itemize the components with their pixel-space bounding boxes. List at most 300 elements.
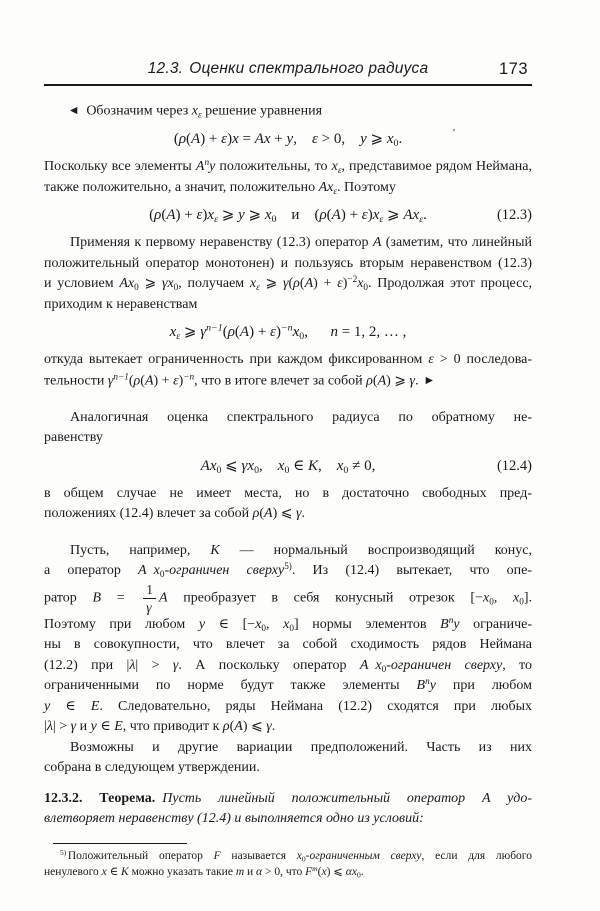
text-run: ρ [133, 373, 141, 388]
text-run: ( [317, 865, 322, 878]
text-run: ≠ 0, [348, 457, 376, 474]
text-run: ограниченными по норме будут также элементы [44, 678, 417, 693]
text-run: Пусть линейный положительный оператор A удо- [162, 790, 532, 806]
text-run: ε [196, 207, 203, 223]
text-run: ε [176, 330, 181, 342]
text-run: ⩾ [244, 207, 265, 223]
text-line [44, 178, 532, 199]
text-run: , [493, 590, 513, 606]
text-run: ⩽ [221, 457, 242, 474]
text-line [44, 254, 532, 275]
text-run: ( [173, 131, 179, 147]
text-line [44, 274, 532, 295]
text-run: B [440, 616, 449, 632]
text-run: положениях (12.4) влечет за собой [44, 506, 253, 521]
text-run: x [153, 563, 160, 578]
text-run: . Следовательно, ряды Неймана (12.2) сходятся при любых [99, 698, 532, 714]
text-run: γ [296, 506, 302, 521]
text-run: ρ [222, 719, 230, 734]
paragraph [44, 233, 532, 315]
text-run: ( [288, 276, 294, 291]
text-run: ) + [153, 373, 174, 388]
text-run: ρ [252, 506, 260, 521]
display-formula [44, 321, 532, 344]
text-run: ε [428, 352, 434, 367]
text-run: K [307, 457, 318, 474]
text-run: ρ [366, 373, 373, 388]
text-run: γ [70, 719, 77, 734]
text-run: влетворяет неравенству (12.4) и выполняется одно из условий: [44, 811, 424, 826]
text-run: ε [311, 131, 318, 147]
text-run: приходим к неравенствам [44, 296, 198, 312]
text-run: ε [198, 109, 202, 120]
text-run: 0 [173, 281, 179, 292]
text-run: n−1 [206, 322, 223, 334]
text-run: ) [367, 207, 373, 223]
text-run: m [312, 863, 318, 873]
text-line [44, 541, 532, 562]
text-run: Ax [200, 457, 217, 474]
text-run: γ [266, 719, 272, 734]
text-run: ( [161, 207, 167, 223]
text-run: x [191, 103, 199, 119]
paragraph [44, 350, 532, 392]
text-run: и [244, 865, 257, 878]
text-run: y [429, 678, 436, 693]
section-title: Оценки спектрального радиуса [189, 60, 429, 77]
text-run: A [144, 373, 154, 388]
text-run: и [76, 719, 91, 734]
text-line [44, 615, 532, 636]
text-run: -ограниченным сверху [305, 850, 422, 862]
text-run: ( [229, 719, 235, 734]
display-formula [44, 204, 532, 227]
text-run: > 0, что [262, 865, 306, 878]
text-line [44, 504, 532, 525]
text-run: K [121, 865, 129, 878]
text-run: Обозначим через [79, 103, 192, 119]
text-run: 0 [489, 595, 494, 606]
text-run: ⩾ [217, 207, 239, 223]
text-run: ρ [227, 324, 235, 340]
text-run: ε [270, 324, 276, 340]
text-run: ρ [154, 207, 162, 223]
text-run: = 1, 2, … , [337, 324, 407, 340]
text-run: ( [140, 373, 145, 388]
text-run: B [416, 678, 426, 693]
text-line [44, 157, 532, 178]
text-line [44, 758, 532, 779]
text-line [44, 697, 532, 718]
scan-artifact-mark: ’ [452, 127, 456, 139]
text-run: λ [129, 657, 136, 673]
text-run: ∈ [96, 719, 115, 734]
text-run: ∈ [289, 457, 308, 474]
text-run: F [305, 865, 313, 878]
text-run: . [398, 131, 403, 147]
text-run: а оператор [44, 563, 139, 578]
text-run: A [234, 719, 243, 734]
proof-marker-icon: ◀ [70, 105, 80, 116]
text-run: γ [409, 373, 416, 388]
text-run: 0 [343, 464, 349, 476]
text-line [44, 233, 532, 254]
text-run: ) + [175, 207, 197, 223]
text-run: x [101, 865, 107, 878]
text-run: x [283, 616, 290, 632]
text-run: ( [149, 207, 155, 223]
text-run: 12.3.2. Теорема. [44, 790, 156, 806]
text-run: -ограничен сверху [386, 657, 503, 673]
text-run: x [386, 131, 394, 147]
text-run: x [372, 207, 380, 223]
text-run: ⩾ [138, 276, 162, 291]
text-run: Поэтому при любом [44, 616, 199, 632]
text-run: Пусть, например, [70, 542, 211, 558]
text-run: откуда вытекает ограниченность при каждом фиксированном [44, 352, 429, 367]
text-run: (заметим, что линейный [381, 235, 532, 250]
text-run: y [209, 159, 216, 174]
text-run: ) + [200, 131, 222, 147]
text-run: αx [345, 865, 357, 878]
text-run: Поскольку все элементы [44, 159, 196, 174]
text-run: ε [333, 185, 338, 196]
text-run: ( [326, 207, 332, 223]
text-run: преобразует в себя конусный отрезок [− [167, 590, 483, 606]
display-formula [44, 128, 532, 151]
text-run: 0 [519, 595, 524, 606]
text-run: y [286, 131, 294, 147]
text-run: ) [178, 373, 184, 388]
text-run: ε [214, 213, 218, 225]
text-run: ε [337, 164, 342, 175]
text-run: ( [234, 324, 240, 340]
text-run: y [453, 616, 460, 632]
text-run: ) ⩾ [386, 373, 410, 388]
text-run: 0 [134, 281, 139, 292]
text-run: , [293, 131, 312, 147]
text-run: | > [52, 719, 71, 734]
equation-number: (12.3) [496, 207, 532, 223]
text-run: . [271, 719, 276, 734]
text-run: −n [280, 322, 293, 334]
text-run: ( [222, 324, 228, 340]
text-line [44, 561, 532, 582]
text-run: 0 [216, 464, 222, 476]
text-run: γx [161, 276, 174, 291]
text-run: ] нормы элементов [294, 616, 441, 632]
paragraph [44, 408, 532, 449]
text-run: 0 [159, 568, 165, 579]
text-run: K [210, 542, 220, 558]
text-line [44, 371, 532, 392]
paragraph [44, 541, 532, 738]
text-run: x [169, 324, 177, 340]
text-run: 0 [261, 622, 267, 633]
text-line [44, 101, 532, 122]
text-run: n−1 [113, 370, 129, 381]
text-run: в общем случае не имеет места, но в достаточно свободных пред- [44, 485, 532, 501]
text-run: называется [220, 850, 297, 862]
text-run: Возможны и другие вариации предположений. Часть из них [70, 739, 532, 755]
text-run: . [423, 207, 427, 223]
text-run: ограниче- [459, 616, 533, 632]
text-run: x [482, 590, 490, 606]
text-run: | > [135, 657, 173, 673]
text-run: 0 [299, 330, 305, 342]
text-run: . [415, 373, 426, 388]
text-run: ) [227, 131, 233, 147]
text-line [44, 676, 532, 697]
text-run: −n [183, 370, 195, 381]
text-run: . [301, 506, 306, 521]
text-run: γ [172, 657, 179, 673]
text-run: y [198, 616, 206, 632]
text-run: Ax [318, 179, 334, 195]
text-run: | [44, 719, 47, 734]
text-run: 0 [271, 213, 277, 225]
text-run: E [90, 698, 100, 714]
text-run: можно указать такие [128, 865, 236, 878]
text-line [44, 635, 532, 656]
text-run: ∈ [106, 865, 122, 878]
text-run: Применяя к первому неравенству (12.3) оператор [70, 235, 373, 250]
text-run: собрана в следующем утверждении. [44, 760, 260, 775]
paragraph [44, 484, 532, 525]
text-run: 0 [381, 663, 387, 674]
text-run: ε [221, 131, 228, 147]
text-run: . Поэтому [337, 179, 396, 195]
paragraph [44, 789, 532, 830]
text-run: + [270, 131, 287, 147]
text-run: ненулевого [44, 865, 102, 878]
text-run: x [512, 590, 520, 606]
text-run: A [331, 207, 341, 223]
text-run: A [138, 563, 147, 578]
text-run: γ [107, 373, 114, 388]
fraction [143, 582, 156, 615]
text-run: также положительно, а значит, положительно [44, 179, 319, 195]
text-run: x [255, 616, 262, 632]
text-line [44, 428, 532, 449]
footnote-rule [53, 843, 187, 845]
text-run: , [259, 457, 278, 474]
text-run: = [101, 590, 141, 606]
text-run: γx [241, 457, 255, 474]
paragraph [44, 738, 532, 779]
text-run: y [44, 698, 51, 714]
text-run: 0 [393, 137, 399, 149]
text-run: ( [128, 373, 134, 388]
text-line [44, 295, 532, 316]
text-run: Аналогичная оценка спектрального радиуса по обратному не- [70, 409, 532, 425]
text-run: и условием [44, 276, 120, 291]
text-run: ∈ [50, 698, 91, 714]
text-run: ]. [523, 590, 532, 606]
text-run: ны в совокупности, что влечет за собой сходимость рядов Неймана [44, 637, 532, 652]
text-run: , то [502, 657, 532, 673]
text-run: ε [256, 281, 260, 292]
text-run: 0 [301, 854, 306, 864]
text-run: F [213, 850, 221, 862]
text-run: ρ [293, 276, 300, 291]
text-run: , если для любого [421, 850, 532, 862]
text-line [44, 738, 532, 759]
text-run: , [304, 324, 331, 340]
text-line [44, 484, 532, 505]
text-run: y [90, 719, 97, 734]
footnote-area [44, 843, 532, 881]
text-run: A [239, 324, 250, 340]
text-run: ε [361, 207, 368, 223]
text-run: 0 [289, 622, 294, 633]
text-run: ⩾ [180, 324, 201, 340]
text-run: x [357, 276, 364, 291]
text-run: γ [282, 276, 289, 291]
text-line [44, 849, 532, 865]
text-run: n [204, 156, 210, 167]
text-run: x [296, 850, 302, 862]
text-run: x [292, 324, 300, 340]
text-run: ) + [313, 276, 338, 291]
text-run: -ограничен сверху [164, 563, 285, 578]
text-run: > 0 последова- [433, 352, 532, 367]
text-run: x [264, 207, 272, 223]
text-run: = [238, 131, 255, 147]
text-run: y [238, 207, 245, 223]
text-line [44, 656, 532, 677]
text-run: ) [202, 207, 208, 223]
text-run: при любом [435, 678, 532, 693]
text-run: x [375, 657, 382, 673]
text-run: 0 [356, 869, 361, 879]
text-run: A [166, 207, 176, 223]
text-run: ) [342, 276, 348, 291]
text-run: γ [200, 324, 207, 340]
text-run: ) ⩽ [272, 506, 296, 521]
text-run: , [318, 457, 337, 474]
text-line [44, 408, 532, 429]
text-run: A [304, 276, 314, 291]
text-run: E [114, 719, 123, 734]
text-run: A [372, 235, 382, 250]
text-run: (12.2) при | [44, 657, 130, 673]
text-line [44, 809, 532, 830]
text-run: A [377, 373, 387, 388]
text-run: , что в итоге влечет за собой [194, 373, 367, 388]
running-head-title [44, 60, 532, 78]
text-run: . Из (12.4) вытекает, что опе- [291, 563, 532, 578]
text-run: равенству [44, 430, 103, 445]
page-body [44, 101, 532, 880]
text-run: ρ [178, 131, 187, 147]
fraction-numerator: 1 [143, 582, 156, 600]
text-line [44, 582, 532, 615]
text-run: ε [379, 213, 384, 225]
text-run: ( [299, 276, 305, 291]
text-run: положительный оператор монотонен) и пользуясь вторым неравенством (12.3) [44, 255, 532, 271]
proof-marker-icon: ▶ [425, 374, 435, 386]
text-run: λ [46, 719, 53, 734]
text-run: α [256, 865, 263, 878]
text-run: , [266, 616, 284, 632]
running-head [44, 60, 532, 82]
text-run: решение уравнения [201, 103, 323, 119]
text-run: A [191, 131, 201, 147]
text-line [44, 789, 532, 810]
text-run: 0 [363, 281, 369, 292]
text-run: m [235, 865, 245, 878]
text-run: ) ⩽ [242, 719, 267, 734]
text-run: x [232, 131, 239, 147]
text-run: и ( [276, 207, 320, 223]
text-line [44, 350, 532, 371]
text-run: x [331, 159, 338, 174]
text-run: Положительный оператор [67, 850, 214, 862]
text-run: ) + [340, 207, 362, 223]
section-number: 12.3. [147, 60, 184, 77]
text-run: ) + [249, 324, 271, 340]
text-line [44, 717, 532, 738]
text-run: ( [186, 131, 192, 147]
page-number: 173 [498, 60, 528, 78]
fraction-denominator: γ [146, 600, 152, 615]
text-run: x [321, 865, 327, 878]
text-run: A [195, 159, 205, 174]
paragraph [44, 101, 532, 122]
text-run: , что приводит к [122, 719, 223, 734]
text-run: > 0, [317, 131, 361, 147]
display-formula [44, 455, 532, 478]
text-run: n [448, 614, 454, 625]
text-run: Ax [254, 131, 271, 147]
text-run: A [159, 590, 168, 606]
text-run: — нормальный воспроизводящий конус, [219, 542, 532, 558]
text-run: x [336, 457, 344, 474]
text-run: ⩾ [366, 131, 387, 147]
text-run: n [330, 324, 338, 340]
header-rule [44, 84, 532, 86]
text-run: ратор [44, 590, 93, 606]
text-run: x [249, 276, 257, 291]
text-run [147, 563, 154, 578]
text-run: y [360, 131, 367, 147]
text-run: , получаем [178, 276, 250, 291]
text-run: A [359, 657, 369, 673]
text-run: x [207, 207, 215, 223]
text-run: B [92, 590, 102, 606]
text-run: 0 [284, 464, 290, 476]
text-run: . Продолжая этот процесс, [368, 276, 533, 291]
text-run: ∈ [− [205, 616, 256, 632]
text-run: n [425, 675, 430, 686]
text-run: , представимое рядом Неймана, [341, 159, 532, 174]
text-run: положительны, то [215, 159, 332, 174]
text-run: ) ⩽ [326, 865, 346, 878]
text-run: ε [173, 373, 179, 388]
text-line [44, 865, 532, 881]
text-run: тельности [44, 373, 108, 388]
paragraph [44, 157, 532, 198]
text-run: A [264, 506, 273, 521]
text-run: ε [337, 276, 343, 291]
text-run: ε [419, 213, 424, 225]
text-run: 5) [284, 560, 292, 571]
text-run: 5) [60, 847, 68, 857]
text-run: ⩾ [259, 276, 283, 291]
text-run: −2 [347, 273, 358, 284]
text-run: x [277, 457, 285, 474]
